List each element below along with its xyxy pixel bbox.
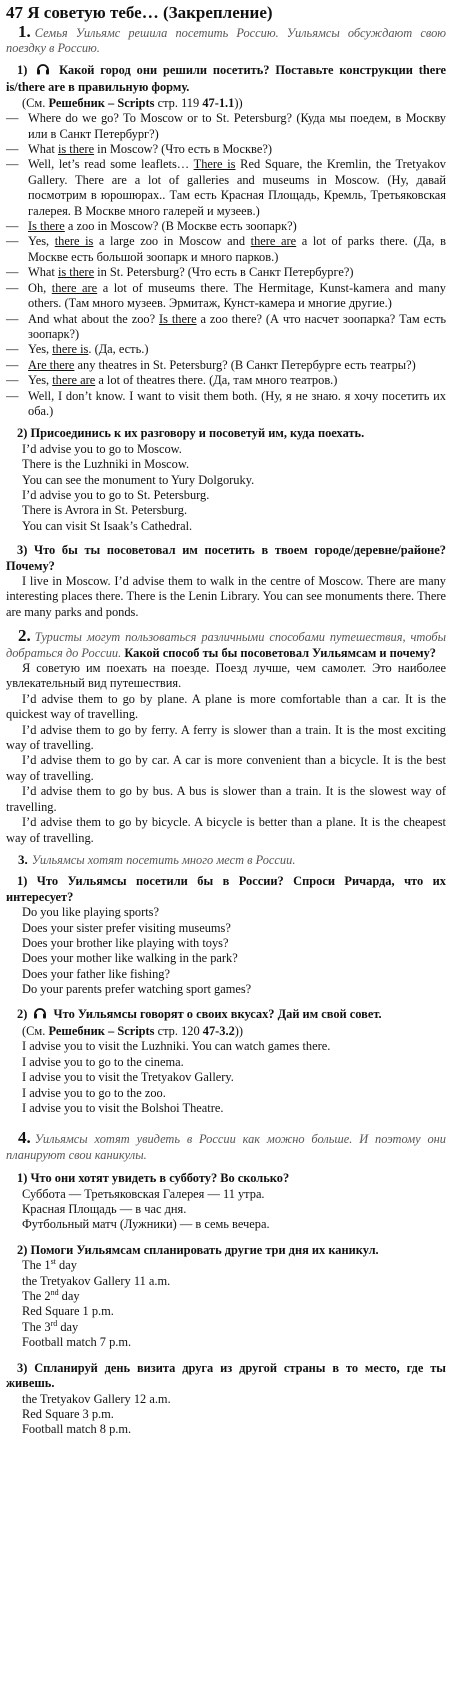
task-3-answer-1 xyxy=(6,905,446,997)
dialogue-fragment: a lot of theatres there. (Да, там много театров.) xyxy=(95,373,338,388)
question-number: 1) xyxy=(17,874,28,889)
dialogue-fragment: Yes, xyxy=(28,234,55,249)
answer-paragraph: I’d advise them to go by bicycle. A bicycle is better than a plane. It is the cheapest way of travelling. xyxy=(6,815,446,845)
answer-paragraph: Я советую им поехать на поезде. Поезд лучше, чем самолет. Это наиболее увлекательный вид путешествия. xyxy=(6,661,446,691)
question-line: Does your sister prefer visiting museums? xyxy=(22,920,231,935)
there-construction: Is there xyxy=(159,311,197,326)
schedule-line: Суббота — Третьяковская Галерея — 11 утра. xyxy=(22,1186,265,1201)
question-text: Спланируй день визита друга из другой страны в то место, где ты живешь. xyxy=(6,1360,446,1391)
dialogue-line xyxy=(6,111,446,142)
dialogue-fragment: What xyxy=(28,142,58,157)
answer-line: You can visit St Isaak’s Cathedral. xyxy=(22,518,193,533)
there-construction: is there xyxy=(57,142,95,157)
task-4 xyxy=(6,1130,446,1437)
dialogue-fragment: What xyxy=(28,265,58,280)
question-number: 2) xyxy=(17,1242,28,1257)
answer-line: I advise you to visit the Luzhniki. You can watch games there. xyxy=(22,1039,331,1054)
dialogue-text xyxy=(28,373,446,388)
task-1-question-2 xyxy=(6,426,446,441)
scripts-reference xyxy=(22,1024,446,1039)
answer-line: I’d advise you to go to Moscow. xyxy=(22,441,182,456)
there-construction: there is xyxy=(52,342,89,357)
dash-marker: — xyxy=(6,265,19,280)
task-1-answer-3: I live in Moscow. I’d advise them to walk in the centre of Moscow. There are many interesting places there. There is the Lenin Library. You can see monuments there. There are many parks and ponds. xyxy=(6,574,446,619)
question-line: Does your father like fishing? xyxy=(22,966,170,981)
question-line: Does your brother like playing with toys? xyxy=(22,935,229,950)
dialogue-fragment: a zoo there? (А что насчет зоопарка? Там есть зоопарк?) xyxy=(28,311,447,341)
question-text: Присоединись к их разговору и посоветуй им, куда поехать. xyxy=(30,426,365,441)
dialogue-fragment: Yes, xyxy=(28,373,53,388)
task-4-question-3 xyxy=(6,1361,446,1392)
schedule-line: Красная Площадь — в час дня. xyxy=(22,1202,187,1217)
task-3-intro-text: Уильямсы хотят посетить много мест в России. xyxy=(31,852,296,867)
task-1-number: 1. xyxy=(18,22,31,41)
headphones-icon xyxy=(36,62,50,80)
day-ordinal: nd xyxy=(50,1287,59,1297)
question-text: Что Уильямсы говорят о своих вкусах? Дай им свой совет. xyxy=(53,1006,382,1021)
answer-paragraph: I’d advise them to go by ferry. A ferry is slower than a train. It is the most exciting way of travelling. xyxy=(6,722,446,753)
dialogue-fragment: a zoo in Moscow? (В Москве есть зоопарк?) xyxy=(64,219,297,234)
dash-marker: — xyxy=(6,280,19,295)
schedule-line: Football match 7 p.m. xyxy=(22,1335,132,1350)
there-construction: is there xyxy=(57,265,95,280)
task-2 xyxy=(6,628,446,846)
there-construction: There is xyxy=(193,157,236,172)
dialogue-fragment: in St. Petersburg? (Что есть в Санкт Петербурге?) xyxy=(94,265,354,280)
dialogue-fragment: . (Да, есть.) xyxy=(88,342,149,357)
ref-prefix: (См. xyxy=(22,95,46,110)
task-3-question-2 xyxy=(6,1006,446,1024)
task-4-question-2 xyxy=(6,1243,446,1258)
there-construction: there is xyxy=(54,234,94,249)
answer-line: I advise you to visit the Tretyakov Gallery. xyxy=(22,1070,234,1085)
dash-marker: — xyxy=(6,373,19,388)
dialogue-fragment: And what about the zoo? xyxy=(28,311,159,326)
day-heading xyxy=(22,1320,446,1335)
dialogue-fragment: Oh, xyxy=(28,280,52,295)
question-text: Помоги Уильямсам спланировать другие три дня их каникул. xyxy=(30,1242,379,1257)
there-construction: there are xyxy=(52,373,96,388)
there-construction: there are xyxy=(250,234,297,249)
dash-marker: — xyxy=(6,388,19,403)
dialogue-fragment: a large zoo in Moscow and xyxy=(93,234,251,249)
ref-code: 47-3.2 xyxy=(202,1023,235,1038)
page-title: 47 Я советую тебе… (Закрепление) xyxy=(6,3,273,22)
answer-line: I advise you to go to the cinema. xyxy=(22,1054,184,1069)
dialogue-line xyxy=(6,342,446,357)
day-ordinal: st xyxy=(50,1257,56,1267)
schedule-line: Футбольный матч (Лужники) — в семь вечера. xyxy=(22,1217,270,1232)
ref-book: Решебник – Scripts xyxy=(48,95,155,110)
question-number: 1) xyxy=(17,63,28,77)
task-2-question: Какой способ ты бы посоветовал Уильямсам и почему? xyxy=(124,645,436,660)
day-word: day xyxy=(55,1258,77,1273)
day-label: The 1 xyxy=(22,1258,51,1273)
dash-marker: — xyxy=(6,357,19,372)
task-1-intro-text: Семья Уильямс решила посетить Россию. Уильямсы обсуждают свою поездку в Россию. xyxy=(6,26,446,55)
day-label: The 2 xyxy=(22,1289,51,1304)
answer-line: I advise you to visit the Bolshoi Theatre. xyxy=(22,1101,224,1115)
dialogue-fragment: Well, I don’t know. I want to visit them both. (Ну, я не знаю. я хочу посетить их оба.) xyxy=(28,388,446,418)
answer-line: There is the Luzhniki in Moscow. xyxy=(22,457,190,472)
ref-code: 47-1.1 xyxy=(202,95,235,110)
task-4-answer-2 xyxy=(6,1258,446,1350)
answer-paragraph: I’d advise them to go by plane. A plane is more comfortable than a car. It is the quickest way of travelling. xyxy=(6,691,446,722)
task-3-answer-2 xyxy=(6,1039,446,1116)
question-number: 3) xyxy=(17,1360,28,1375)
question-number: 2) xyxy=(17,426,28,441)
day-label: The 3 xyxy=(22,1319,51,1334)
task-1-question-3 xyxy=(6,543,446,574)
schedule-line: the Tretyakov Gallery 11 a.m. xyxy=(22,1273,171,1288)
task-4-answer-1 xyxy=(6,1187,446,1233)
task-2-number: 2. xyxy=(18,626,31,646)
question-number: 1) xyxy=(17,1171,28,1186)
there-construction: Is there xyxy=(28,219,65,234)
dialogue-line xyxy=(6,234,446,265)
question-line: Do you like playing sports? xyxy=(22,905,159,920)
task-1-intro xyxy=(6,24,446,56)
task-2-answers xyxy=(6,661,446,846)
dialogue-text xyxy=(28,219,446,234)
dialogue-fragment: Well, let’s read some leaflets… xyxy=(28,157,194,172)
day-word: day xyxy=(58,1289,80,1304)
dialogue-line xyxy=(6,219,446,234)
there-construction: Are there xyxy=(28,357,75,372)
dialogue-fragment: a lot of parks there. (Да, в Москве есть большой зоопарк и много парков.) xyxy=(28,234,446,264)
dialogue-line xyxy=(6,312,446,343)
question-line: Does your mother like walking in the park? xyxy=(22,951,238,966)
dash-marker: — xyxy=(6,234,19,249)
dialogue-fragment: in Moscow? (Что есть в Москве?) xyxy=(94,142,272,157)
dialogue-text xyxy=(28,142,446,157)
dash-marker: — xyxy=(6,111,19,126)
schedule-line: Red Square 3 p.m. xyxy=(22,1406,114,1421)
answer-line: There is Avrora in St. Petersburg. xyxy=(22,503,188,518)
ref-suffix: )) xyxy=(234,1023,244,1038)
dialogue-line xyxy=(6,358,446,373)
ref-prefix: (См. xyxy=(22,1023,46,1038)
dialogue-fragment: Red Square, the Kremlin, the Tretyakov Gallery. There are a lot of galleries and museums in Moscow. (Ну, давай посмотрим в юрошюрах.. Там есть Красная Площадь, Кремль, Третьяковская галерея. В Москве много галерей и музеев.) xyxy=(28,157,446,218)
dialogue-line xyxy=(6,373,446,388)
answer-line: I’d advise you to go to St. Petersburg. xyxy=(22,487,210,502)
dialogue-text xyxy=(28,281,446,312)
dialogue-text xyxy=(28,389,446,420)
dash-marker: — xyxy=(6,142,19,157)
ref-suffix: )) xyxy=(234,95,243,110)
task-1 xyxy=(6,24,446,620)
answer-paragraph: I’d advise them to go by bus. A bus is slower than a train. It is the slowest way of travelling. xyxy=(6,784,446,814)
task-4-number: 4. xyxy=(18,1128,31,1148)
ref-book: Решебник – Scripts xyxy=(48,1023,155,1038)
dialogue-text xyxy=(28,111,446,142)
task-4-answer-3 xyxy=(6,1392,446,1438)
dash-marker: — xyxy=(6,219,19,234)
dialogue-fragment: Where do we go? To Moscow or to St. Petersburg? (Куда мы поедем, в Москву или в Санкт Петербург?) xyxy=(28,111,446,141)
dialogue-line xyxy=(6,281,446,312)
answer-line: I advise you to go to the zoo. xyxy=(22,1085,166,1100)
dialogue-text xyxy=(28,265,446,280)
task-1-question-1 xyxy=(6,62,446,96)
schedule-line: the Tretyakov Gallery 12 a.m. xyxy=(22,1391,171,1406)
dialogue-text xyxy=(28,342,446,357)
dialogue-line xyxy=(6,389,446,420)
day-word: day xyxy=(57,1319,79,1334)
question-number: 3) xyxy=(17,543,28,558)
question-number: 2) xyxy=(17,1006,28,1021)
dash-marker: — xyxy=(6,342,19,357)
dialogue-fragment: Yes, xyxy=(28,342,53,357)
question-text: Какой город они решили посетить? Поставьте конструкции there is/there are в правильную форму. xyxy=(6,63,446,95)
task-2-intro xyxy=(6,628,446,661)
dialogue-fragment: any theatres in St. Petersburg? (В Санкт Петербурге есть театры?) xyxy=(74,357,416,372)
dash-marker: — xyxy=(6,157,19,172)
dialogue-line xyxy=(6,142,446,157)
dialogue-text xyxy=(28,358,446,373)
dialogue-line xyxy=(6,265,446,280)
scripts-reference xyxy=(22,96,446,111)
dialogue-text xyxy=(28,157,446,219)
ref-page: стр. 119 xyxy=(157,95,200,110)
task-2-intro-text: Туристы могут пользоваться различными способами путешествия, чтобы добраться до России. xyxy=(6,630,446,660)
dialogue-line xyxy=(6,157,446,219)
day-ordinal: rd xyxy=(50,1318,58,1328)
schedule-line: Football match 8 p.m. xyxy=(22,1422,132,1437)
task-3-question-1 xyxy=(6,874,446,905)
question-text: Что бы ты посоветовал им посетить в твоем городе/деревне/районе? Почему? xyxy=(6,543,446,573)
dialogue-text xyxy=(28,312,446,343)
answer-paragraph: I’d advise them to go by car. A car is more convenient than a bicycle. It is the best way of travelling. xyxy=(6,753,446,783)
task-3 xyxy=(6,852,446,1117)
task-3-intro xyxy=(6,852,446,868)
question-line: Do your parents prefer watching sport games? xyxy=(22,982,252,997)
task-1-answer-2 xyxy=(6,442,446,534)
question-text: Что они хотят увидеть в субботу? Во сколько? xyxy=(30,1171,290,1186)
dialogue-fragment: a lot of museums there. The Hermitage, Kunst-kamera and many others. (Там много музеев. Эрмитаж, Кунст-камера и многие другие.) xyxy=(28,280,446,311)
question-text: Что Уильямсы посетили бы в России? Спроси Ричарда, что их интересует? xyxy=(6,874,446,904)
answer-line: You can see the monument to Yury Dolgoruky. xyxy=(22,472,255,487)
task-3-number: 3. xyxy=(18,851,28,867)
schedule-line: Red Square 1 p.m. xyxy=(22,1304,114,1319)
task-4-intro-text: Уильямсы хотят увидеть в России как можно больше. И поэтому они планируют свои каникулы. xyxy=(6,1132,446,1162)
dialogue-text xyxy=(28,234,446,265)
there-construction: there are xyxy=(51,280,98,295)
dash-marker: — xyxy=(6,311,19,326)
headphones-icon xyxy=(33,1006,47,1024)
dialogue xyxy=(6,111,446,419)
ref-page: стр. 120 xyxy=(157,1023,200,1038)
task-4-intro xyxy=(6,1130,446,1163)
day-heading xyxy=(22,1258,446,1273)
task-4-question-1 xyxy=(6,1171,446,1186)
day-heading xyxy=(22,1289,446,1304)
